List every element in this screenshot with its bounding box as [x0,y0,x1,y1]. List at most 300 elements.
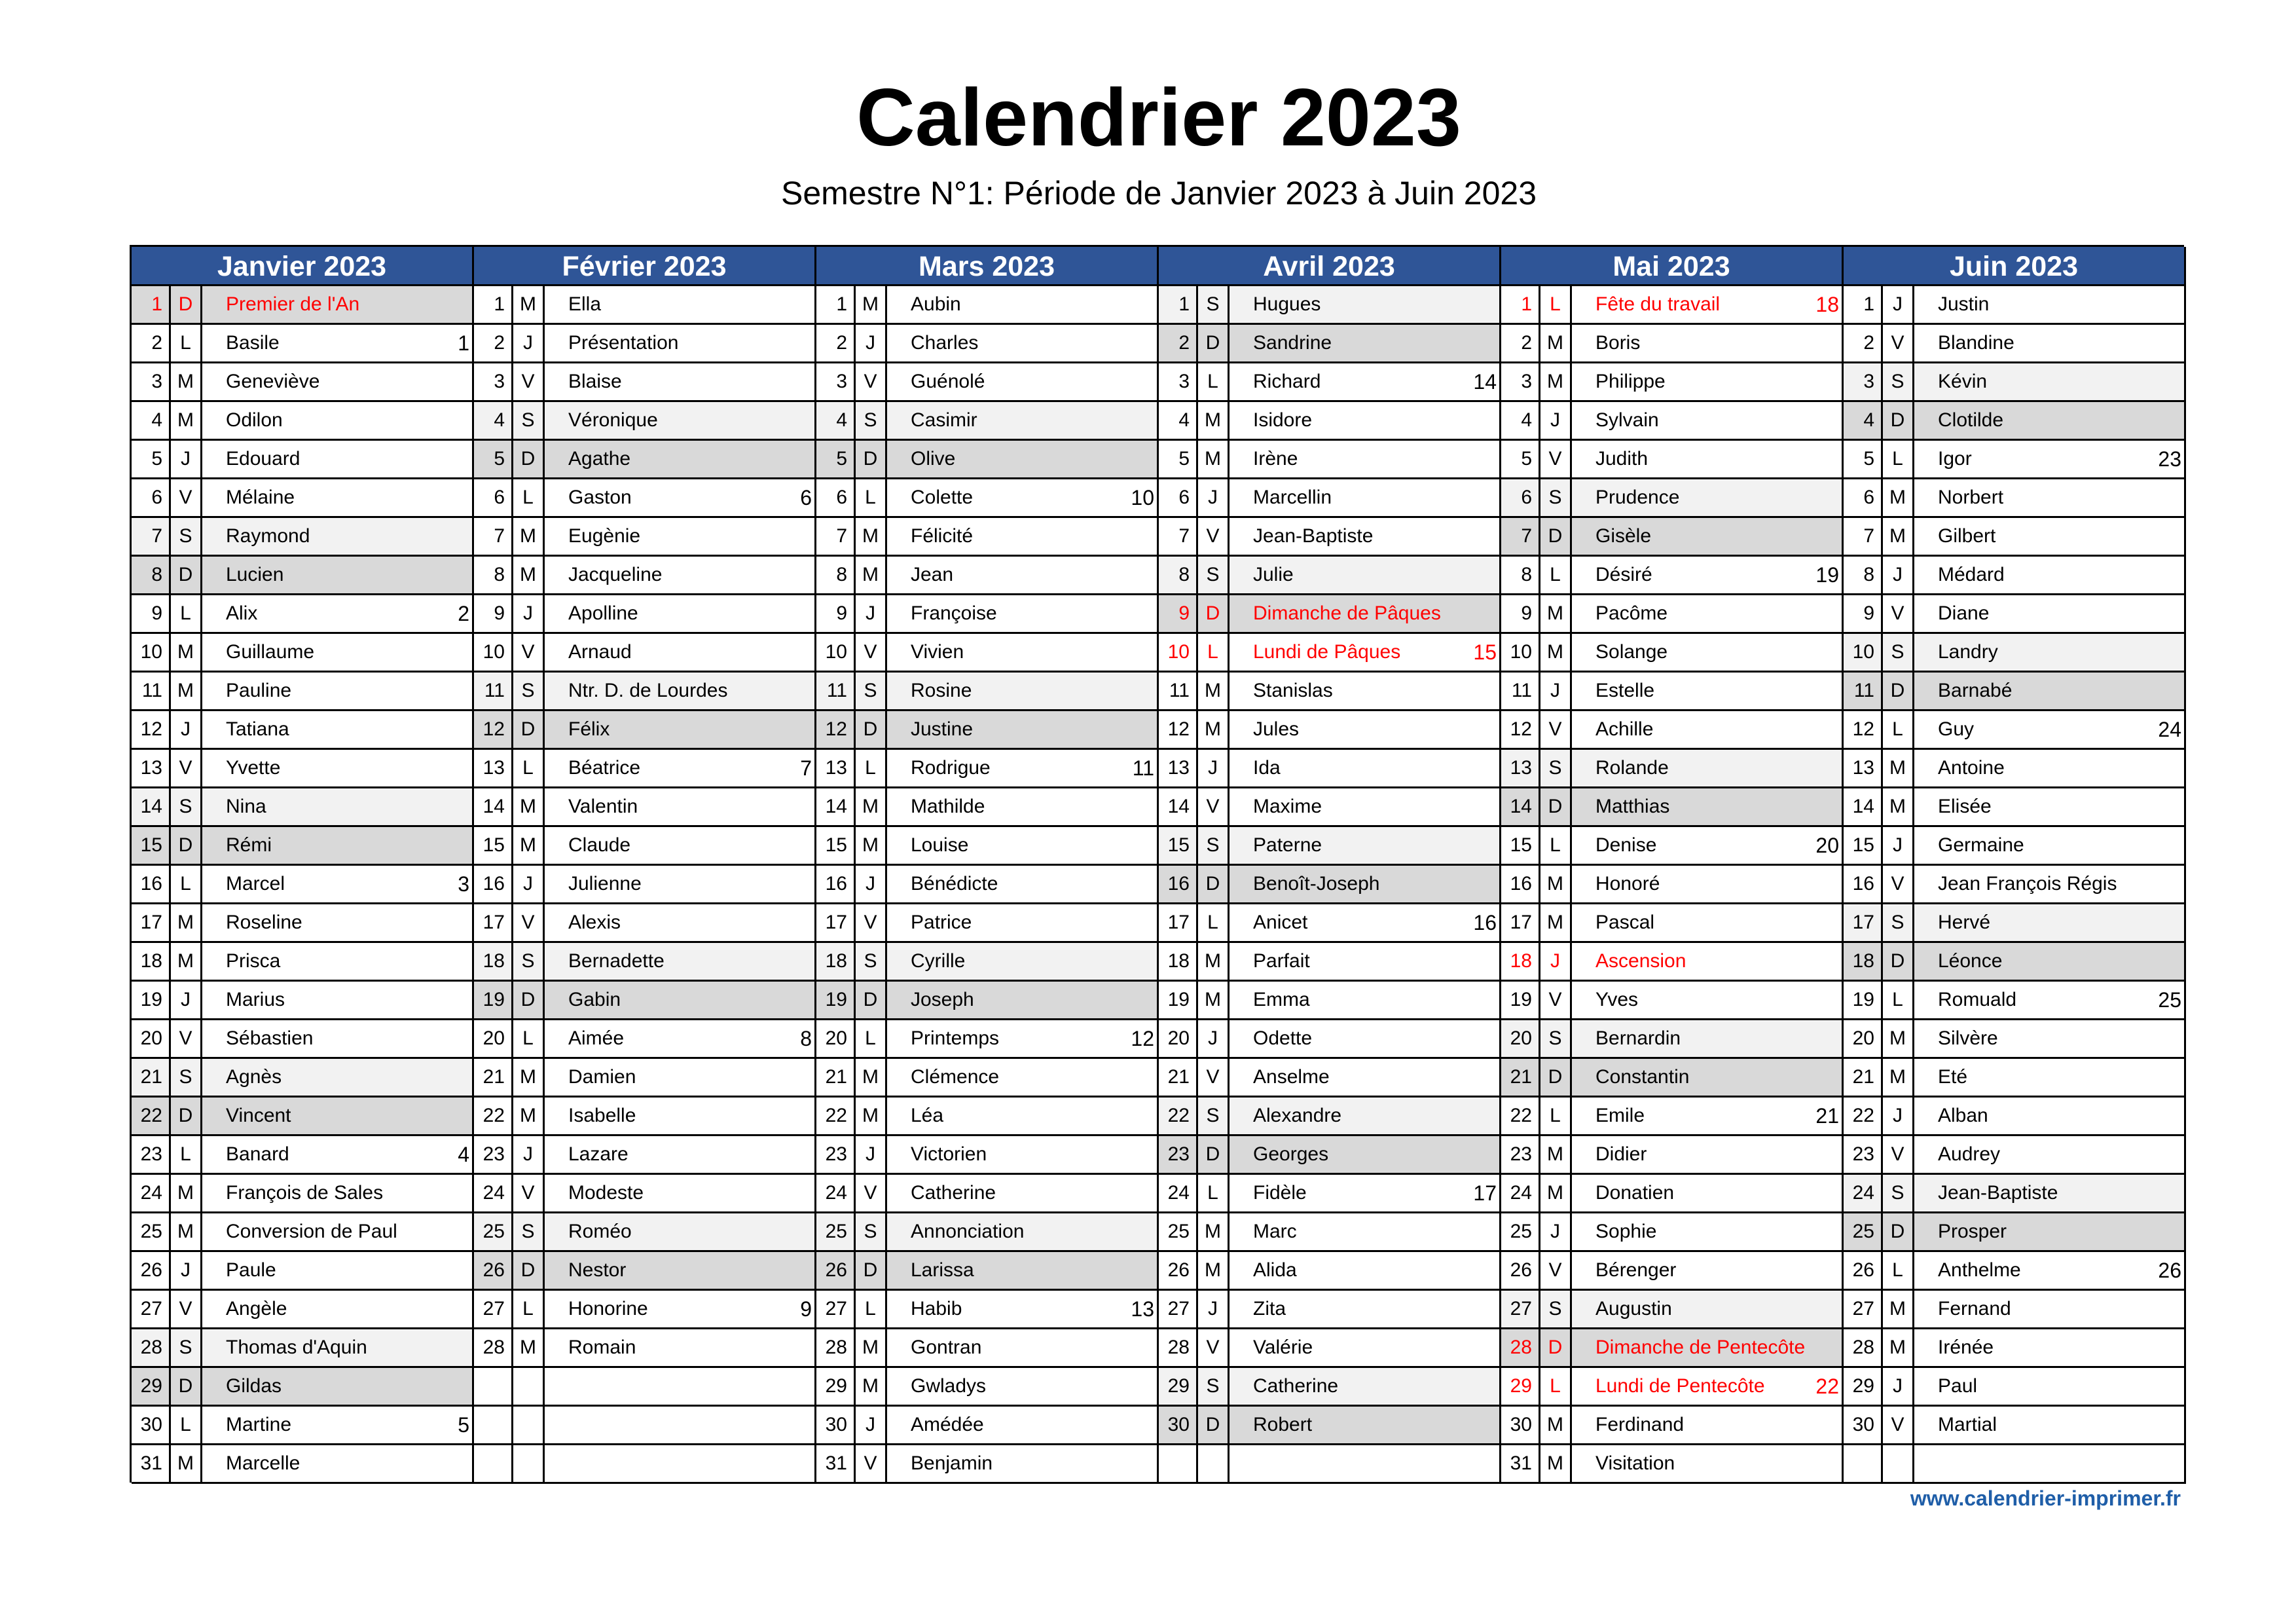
day-row [1844,634,2186,673]
day-row [1844,325,2186,363]
saint-name-cell [887,1252,1159,1289]
day-row [1159,904,1501,943]
saint-name-cell [202,595,474,632]
weekday-letter: M [1883,1329,1914,1366]
week-number [469,827,472,864]
saint-name: Yves [1595,989,1639,1010]
saint-name: Silvère [1938,1027,1998,1049]
week-number [1497,1136,1499,1173]
saint-name-cell [1230,750,1501,786]
saint-name-cell [1914,441,2186,477]
weekday-letter: D [1883,402,1914,439]
day-number: 17 [1159,904,1198,941]
day-number: 1 [1159,286,1198,323]
weekday-letter: S [1198,286,1230,323]
week-number [1154,673,1157,709]
week-number [2181,325,2184,361]
weekday-letter: D [171,1368,202,1405]
saint-name: Guénolé [911,371,985,392]
saint-name: Agathe [568,448,631,470]
week-number [1839,711,1842,748]
week-number [469,1291,472,1327]
weekday-letter: S [1883,904,1914,941]
saint-name: Diane [1938,602,1990,624]
day-number: 8 [1844,557,1883,593]
saint-name-cell [1572,1329,1844,1366]
saint-name: Premier de l'An [226,293,360,315]
day-number: 29 [1501,1368,1540,1405]
saint-name: Claude [568,834,631,856]
day-row [1844,943,2186,982]
week-number [1839,1291,1842,1327]
week-number [812,557,814,593]
day-number: 15 [1844,827,1883,864]
day-row [1159,1175,1501,1213]
day-number: 19 [1844,982,1883,1018]
week-number [2181,1213,2184,1250]
saint-name-cell [887,982,1159,1018]
day-row [1844,1407,2186,1445]
day-number: 3 [816,363,856,400]
day-row [1844,1252,2186,1291]
saint-name-cell [202,634,474,671]
day-number: 7 [132,518,171,555]
day-row [816,750,1159,788]
day-number: 3 [474,363,513,400]
week-number [469,1020,472,1057]
saint-name-cell [545,634,816,671]
day-row [1844,595,2186,634]
weekday-letter: S [171,1329,202,1366]
week-number: 9 [800,1297,812,1321]
weekday-letter: D [513,711,545,748]
weekday-letter: D [1883,673,1914,709]
week-number [1497,1407,1499,1443]
day-row [1501,1020,1844,1059]
saint-name-cell [545,1329,816,1366]
saint-name-cell [1572,788,1844,825]
saint-name: Prosper [1938,1221,2007,1242]
saint-name-cell [545,711,816,748]
saint-name: Visitation [1595,1452,1675,1474]
day-number: 3 [1159,363,1198,400]
weekday-letter: S [1198,1368,1230,1405]
day-number: 10 [1501,634,1540,671]
weekday-letter: S [1883,363,1914,400]
saint-name: Irénée [1938,1337,1994,1358]
saint-name-cell [1230,402,1501,439]
weekday-letter: L [1540,1098,1572,1134]
saint-name-cell [1572,1291,1844,1327]
week-number [1154,1329,1157,1366]
empty-row [1159,1445,1501,1484]
weekday-letter: L [1883,982,1914,1018]
saint-name-cell [887,441,1159,477]
saint-name-cell [545,904,816,941]
day-row [132,827,474,866]
week-number [2181,1329,2184,1366]
week-number [469,943,472,980]
saint-name-cell [1914,904,2186,941]
day-number: 11 [1844,673,1883,709]
day-row [1159,479,1501,518]
day-row [474,1252,816,1291]
saint-name-cell [1914,1368,2186,1405]
saint-name: Jean-Baptiste [1253,525,1374,547]
empty-cell [474,1407,513,1443]
day-row [816,1059,1159,1098]
saint-name-cell [1914,1252,2186,1289]
saint-name-cell [887,1020,1159,1057]
saint-name-cell [1914,595,2186,632]
day-row [132,1020,474,1059]
day-row [1844,1213,2186,1252]
saint-name-cell [887,904,1159,941]
day-row [1159,1020,1501,1059]
week-number [1154,286,1157,323]
day-number: 31 [816,1445,856,1482]
day-number: 6 [1501,479,1540,516]
weekday-letter: M [1540,363,1572,400]
saint-name-cell [1572,634,1844,671]
saint-name-cell [1572,518,1844,555]
month-column [1844,247,2186,1483]
saint-name: Justin [1938,293,1990,315]
day-number: 8 [1501,557,1540,593]
day-number: 5 [1844,441,1883,477]
weekday-letter: M [1198,1252,1230,1289]
day-row [474,827,816,866]
saint-name: Agnès [226,1066,282,1088]
week-number [1497,827,1499,864]
day-number: 23 [474,1136,513,1173]
day-row [1844,1329,2186,1368]
empty-cell [1159,1445,1198,1482]
saint-name: Jacqueline [568,564,663,585]
weekday-letter: M [513,827,545,864]
week-number [469,402,472,439]
saint-name: Eté [1938,1066,1968,1088]
weekday-letter: M [1540,325,1572,361]
weekday-letter: V [856,363,887,400]
day-number: 12 [132,711,171,748]
saint-name-cell [1230,1136,1501,1173]
saint-name-cell [1914,673,2186,709]
week-number [812,1252,814,1289]
day-number: 30 [1501,1407,1540,1443]
empty-row [1844,1445,2186,1484]
day-row [816,595,1159,634]
day-number: 22 [1844,1098,1883,1134]
day-number: 7 [474,518,513,555]
saint-name-cell [1572,1407,1844,1443]
saint-name-cell [887,1136,1159,1173]
weekday-letter: J [1198,479,1230,516]
weekday-letter: M [171,1213,202,1250]
saint-name: Guillaume [226,641,315,663]
saint-name: Raymond [226,525,310,547]
day-row [474,518,816,557]
day-row [132,1059,474,1098]
calendar-grid [130,245,2184,1483]
day-number: 14 [1844,788,1883,825]
saint-name: Bernardin [1595,1027,1681,1049]
saint-name-cell [887,1059,1159,1096]
weekday-letter: D [1540,1059,1572,1096]
day-number: 2 [1159,325,1198,361]
day-row [1159,1329,1501,1368]
saint-name-cell [1914,634,2186,671]
weekday-letter: M [1883,1020,1914,1057]
day-row [132,286,474,325]
week-number [1154,711,1157,748]
saint-name-cell [545,1059,816,1096]
day-row [474,904,816,943]
week-number [2181,286,2184,323]
saint-name: Ntr. D. de Lourdes [568,680,728,701]
saint-name-cell [1914,363,2186,400]
saint-name-cell [887,1445,1159,1482]
week-number [1839,1136,1842,1173]
day-number: 22 [474,1098,513,1134]
day-number: 24 [1501,1175,1540,1211]
saint-name-cell [887,518,1159,555]
week-number [2181,1175,2184,1211]
weekday-letter: S [856,943,887,980]
month-column [474,247,816,1483]
weekday-letter: D [1198,866,1230,902]
saint-name-cell [1914,557,2186,593]
day-number: 24 [1159,1175,1198,1211]
saint-name-cell [1914,1407,2186,1443]
day-number: 21 [816,1059,856,1096]
saint-name: Prisca [226,950,281,972]
website-link[interactable]: www.calendrier-imprimer.fr [1910,1486,2181,1510]
saint-name: Casimir [911,409,977,431]
saint-name-cell [887,1175,1159,1211]
week-number [469,1252,472,1289]
saint-name-cell [1914,982,2186,1018]
saint-name-cell [1230,1098,1501,1134]
saint-name: Odette [1253,1027,1313,1049]
day-row [132,1175,474,1213]
saint-name-cell [1230,1407,1501,1443]
weekday-letter: J [171,441,202,477]
day-number: 29 [816,1368,856,1405]
saint-name: Basile [226,332,280,354]
weekday-letter: L [1883,711,1914,748]
saint-name: Rolande [1595,757,1669,779]
saint-name-cell [1572,402,1844,439]
saint-name-cell [202,827,474,864]
day-number: 12 [1844,711,1883,748]
day-row [1844,518,2186,557]
saint-name: Joseph [911,989,974,1010]
saint-name-cell [545,325,816,361]
day-row [132,557,474,595]
saint-name: Désiré [1595,564,1652,585]
empty-cell [1198,1445,1230,1482]
weekday-letter: J [1883,286,1914,323]
weekday-letter: V [1540,982,1572,1018]
saint-name-cell [1230,1020,1501,1057]
weekday-letter: V [1883,325,1914,361]
weekday-letter: M [856,1368,887,1405]
weekday-letter: D [171,827,202,864]
day-number: 29 [1159,1368,1198,1405]
day-row [474,866,816,904]
weekday-letter: M [1540,904,1572,941]
saint-name-cell [887,363,1159,400]
saint-name: Paule [226,1259,276,1281]
day-number: 7 [816,518,856,555]
day-number: 26 [1844,1252,1883,1289]
day-row [1844,827,2186,866]
day-number: 6 [1844,479,1883,516]
week-number [2181,634,2184,671]
day-row [1159,1407,1501,1445]
week-number [2181,866,2184,902]
weekday-letter: S [1198,1098,1230,1134]
day-number: 15 [1159,827,1198,864]
day-number: 11 [474,673,513,709]
week-number [812,1098,814,1134]
saint-name-cell [887,827,1159,864]
week-number [1154,827,1157,864]
saint-name-cell [545,1098,816,1134]
weekday-letter: M [856,557,887,593]
day-number: 13 [132,750,171,786]
saint-name: Gilbert [1938,525,1996,547]
day-row [1501,1252,1844,1291]
saint-name-cell [887,286,1159,323]
saint-name-cell [1572,1136,1844,1173]
week-number [812,595,814,632]
weekday-letter: M [1198,982,1230,1018]
saint-name: Rémi [226,834,272,856]
day-number: 20 [1159,1020,1198,1057]
saint-name: Léonce [1938,950,2003,972]
day-row [132,711,474,750]
weekday-letter: L [171,866,202,902]
day-row [1159,325,1501,363]
day-number: 5 [132,441,171,477]
week-number [1839,1407,1842,1443]
day-number: 16 [474,866,513,902]
weekday-letter: V [171,479,202,516]
day-row [1159,827,1501,866]
day-row [1501,557,1844,595]
day-row [132,788,474,827]
weekday-letter: S [1540,750,1572,786]
saint-name: Dimanche de Pâques [1253,602,1441,624]
saint-name-cell [887,711,1159,748]
saint-name-cell [202,1445,474,1482]
saint-name-cell [1572,827,1844,864]
week-number [1154,441,1157,477]
day-number: 7 [1501,518,1540,555]
day-row [132,750,474,788]
weekday-letter: L [171,1407,202,1443]
week-number: 21 [1815,1104,1839,1128]
saint-name-cell [1230,595,1501,632]
day-row [816,943,1159,982]
saint-name: Damien [568,1066,636,1088]
day-number: 27 [1844,1291,1883,1327]
weekday-letter: L [513,1291,545,1327]
day-row [816,1020,1159,1059]
empty-cell [545,1445,816,1482]
saint-name-cell [202,1252,474,1289]
day-number: 16 [1159,866,1198,902]
day-row [1501,441,1844,479]
day-number: 6 [816,479,856,516]
saint-name: Jean [911,564,954,585]
week-number [812,1136,814,1173]
day-row [1501,479,1844,518]
saint-name: Clotilde [1938,409,2004,431]
saint-name-cell [1230,441,1501,477]
week-number: 10 [1131,486,1154,509]
week-number [2181,363,2184,400]
saint-name-cell [1230,866,1501,902]
saint-name: Gontran [911,1337,982,1358]
week-number [1839,1175,1842,1211]
saint-name: Aubin [911,293,961,315]
day-number: 22 [816,1098,856,1134]
week-number: 18 [1815,293,1839,316]
saint-name-cell [1572,866,1844,902]
saint-name: Denise [1595,834,1657,856]
day-row [132,1213,474,1252]
weekday-letter: D [171,557,202,593]
week-number [2181,518,2184,555]
day-row [1844,1098,2186,1136]
saint-name: Martial [1938,1414,1997,1435]
day-number: 28 [816,1329,856,1366]
saint-name: Paul [1938,1375,1978,1397]
day-row [132,325,474,363]
week-number [812,634,814,671]
weekday-letter: M [1540,634,1572,671]
day-number: 14 [1159,788,1198,825]
day-number: 9 [132,595,171,632]
weekday-letter: J [171,711,202,748]
weekday-letter: D [1883,943,1914,980]
saint-name: Gwladys [911,1375,987,1397]
saint-name: Alida [1253,1259,1297,1281]
day-row [1844,363,2186,402]
day-row [1844,1059,2186,1098]
day-row [816,1407,1159,1445]
day-row [816,904,1159,943]
saint-name: Landry [1938,641,1998,663]
week-number: 1 [458,331,469,355]
month-column [1501,247,1844,1483]
saint-name-cell [202,518,474,555]
day-row [1501,673,1844,711]
weekday-letter: M [1540,1136,1572,1173]
saint-name: Banard [226,1143,289,1165]
day-row [816,1136,1159,1175]
day-number: 30 [1159,1407,1198,1443]
week-number [469,1098,472,1134]
day-number: 25 [1844,1213,1883,1250]
weekday-letter: V [1540,1252,1572,1289]
weekday-letter: M [856,286,887,323]
weekday-letter: L [171,1136,202,1173]
day-row [816,827,1159,866]
